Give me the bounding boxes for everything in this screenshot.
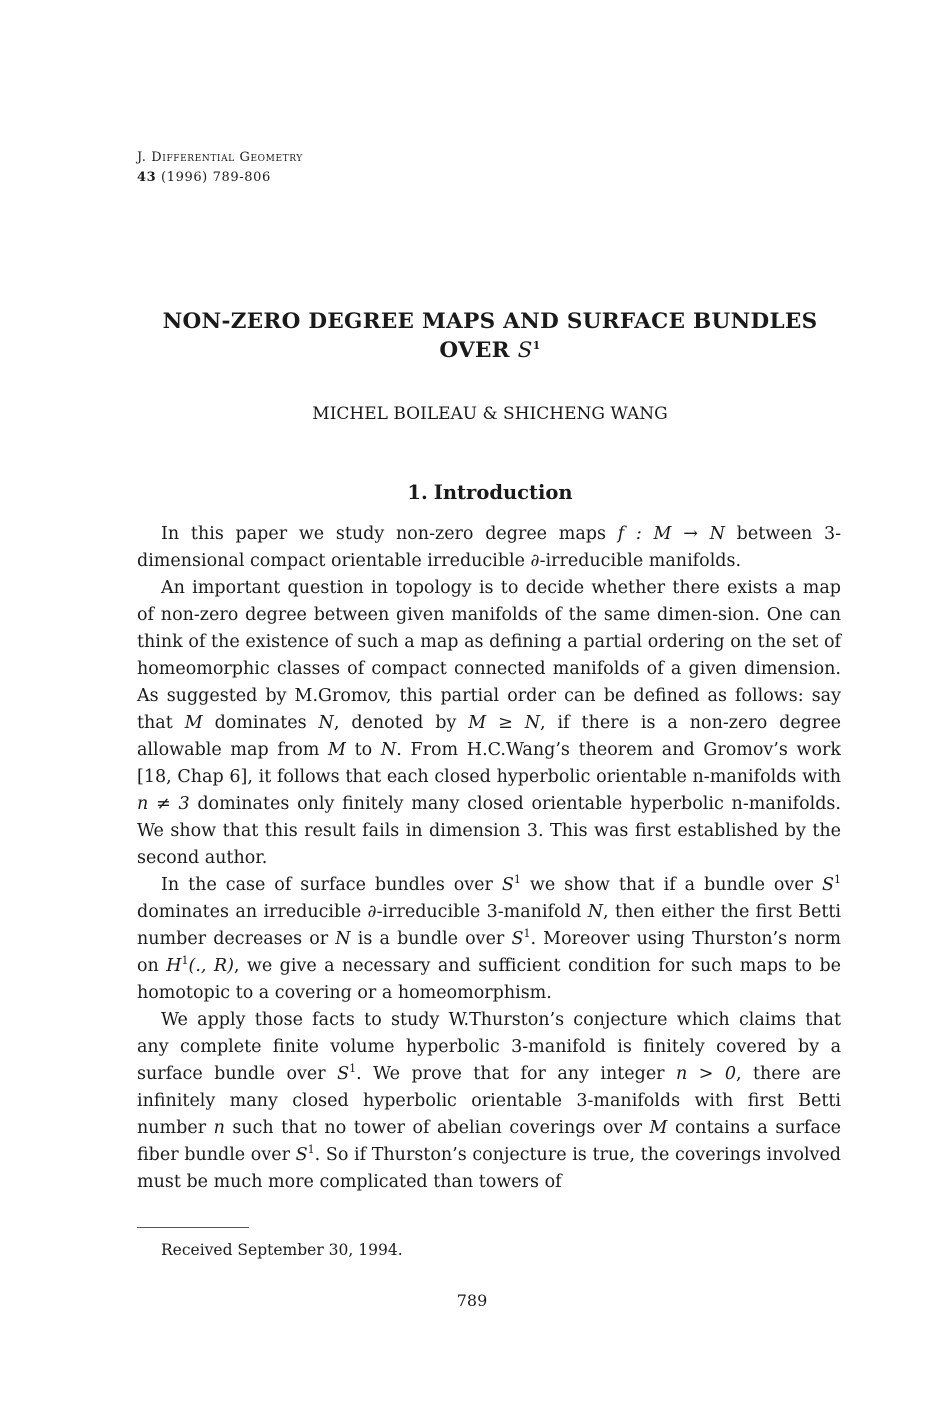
journal-volume: 43 — [137, 170, 157, 185]
footnote: Received September 30, 1994. — [161, 1241, 403, 1259]
section-title: Introduction — [433, 481, 573, 504]
page-number: 789 — [456, 1291, 488, 1310]
journal-header — [137, 148, 303, 188]
journal-issue — [137, 168, 303, 188]
paragraph-3: In the case of surface bundles over $S^1$ we show that if a bundle over $S^1$ dominates an irreducible ∂-irreducible 3-manifold N, then either the first Betti number decreases or N is a bundle over $S^1$. Moreover using Thurston’s norm on $H^1$(., R), we give a necessary and sufficient condition for such maps to be homotopic to a covering or a homeomorphism. — [137, 873, 842, 1003]
paragraph-4: We apply those facts to study W.Thurston’s conjecture which claims that any complete finite volume hyperbolic 3-manifold is finitely covered by a surface bundle over $S^1$. We prove that for any integer n > 0, there are infinitely many closed hyperbolic orientable 3-manifolds with first Betti number n such that no tower of abelian coverings over M contains a surface fiber bundle over $S^1$. So if Thurston’s conjecture is true, the coverings involved must be much more complicated than towers of — [137, 1010, 842, 1192]
title-line-1: NON-ZERO DEGREE MAPS AND SURFACE BUNDLES — [162, 309, 818, 334]
section-heading — [110, 481, 870, 504]
paragraph-2: An important question in topology is to decide whether there exists a map of non-zero degree between given manifolds of the same dimen-sion. One can think of the existence of such a map as defining a partial ordering on the set of homeomorphic classes of compact connected manifolds of a given dimension. As suggested by M.Gromov, this partial order can be defined as follows: say that M dominates N, denoted by M ≥ N, if there is a non-zero degree allowable map from M to N. From H.C.Wang’s theorem and Gromov’s work [18, Chap 6], it follows that each closed hyperbolic orientable n-manifolds with n ≠ 3 dominates only finitely many closed orientable hyperbolic n-manifolds. We show that this result fails in dimension 3. This was first established by the second author. — [137, 578, 842, 868]
paragraph-1: In this paper we study non-zero degree maps f : M → N between 3-dimensional compact orientable irreducible ∂-irreducible manifolds. — [137, 524, 841, 571]
paper-title — [110, 307, 870, 365]
journal-year-pages: (1996) 789-806 — [161, 170, 271, 185]
footnote-rule — [137, 1227, 249, 1228]
section-number: 1. — [407, 481, 428, 504]
body-text — [137, 521, 841, 1196]
authors: MICHEL BOILEAU & SHICHENG WANG — [312, 404, 668, 424]
title-line-2: OVER $S^1$ — [439, 338, 541, 363]
journal-name: J. Differential Geometry — [137, 150, 303, 165]
title-symbol: S — [517, 338, 533, 363]
